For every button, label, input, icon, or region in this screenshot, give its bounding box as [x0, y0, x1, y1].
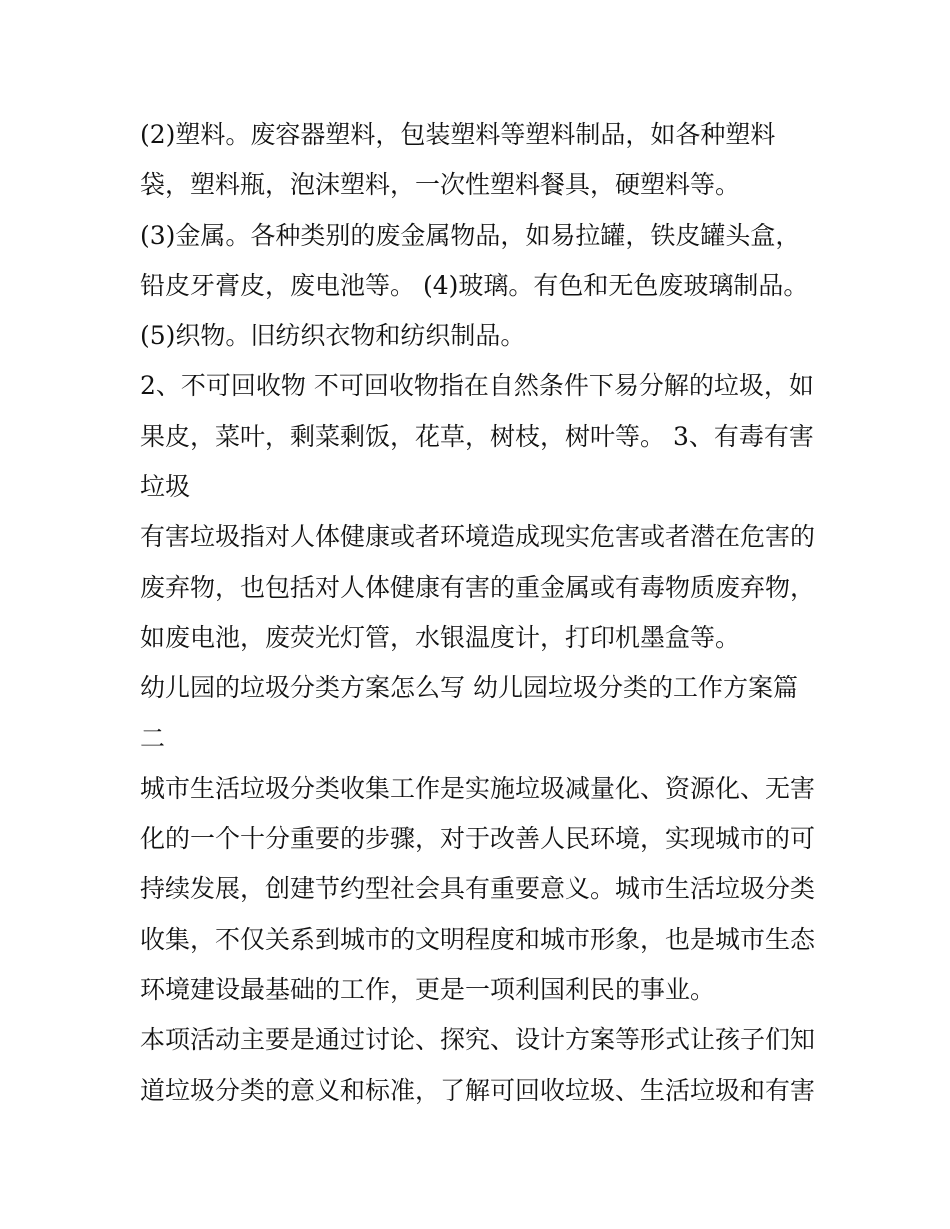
text-line: 化的一个十分重要的步骤，对于改善人民环境，实现城市的可	[140, 824, 816, 854]
text-line: 城市生活垃圾分类收集工作是实施垃圾减量化、资源化、无害	[140, 773, 816, 803]
text-line: 铅皮牙膏皮，废电池等。 (4)玻璃。有色和无色废玻璃制品。	[140, 270, 809, 300]
text-line: 2、不可回收物 不可回收物指在自然条件下易分解的垃圾，如	[140, 371, 814, 401]
text-line: 收集，不仅关系到城市的文明程度和城市形象，也是城市生态	[140, 924, 816, 954]
text-line: (5)织物。旧纺织衣物和纺织制品。	[140, 321, 526, 351]
text-line: 本项活动主要是通过讨论、探究、设计方案等形式让孩子们知	[140, 1025, 816, 1055]
section-title-line: 二	[140, 723, 166, 753]
text-line: 如废电池，废荧光灯管，水银温度计，打印机墨盒等。	[140, 622, 741, 652]
text-line: 持续发展，创建节约型社会具有重要意义。城市生活垃圾分类	[140, 874, 816, 904]
section-title-line: 幼儿园的垃圾分类方案怎么写 幼儿园垃圾分类的工作方案篇	[140, 673, 798, 703]
document-body	[140, 110, 820, 1116]
text-line: 有害垃圾指对人体健康或者环境造成现实危害或者潜在危害的	[140, 522, 816, 552]
text-line: (2)塑料。废容器塑料，包装塑料等塑料制品，如各种塑料	[140, 120, 776, 149]
text-line: 果皮，菜叶，剩菜剩饭，花草，树枝，树叶等。 3、有毒有害	[140, 421, 814, 451]
text-line: 垃圾	[140, 472, 191, 502]
text-line: 废弃物，也包括对人体健康有害的重金属或有毒物质废弃物，	[140, 572, 816, 602]
text-line: 袋，塑料瓶，泡沫塑料，一次性塑料餐具，硬塑料等。	[140, 170, 741, 200]
text-line: (3)金属。各种类别的废金属物品，如易拉罐，铁皮罐头盒，	[140, 220, 801, 250]
text-line: 道垃圾分类的意义和标准，了解可回收垃圾、生活垃圾和有害	[140, 1075, 816, 1105]
text-line: 环境建设最基础的工作，更是一项利国利民的事业。	[140, 975, 716, 1005]
